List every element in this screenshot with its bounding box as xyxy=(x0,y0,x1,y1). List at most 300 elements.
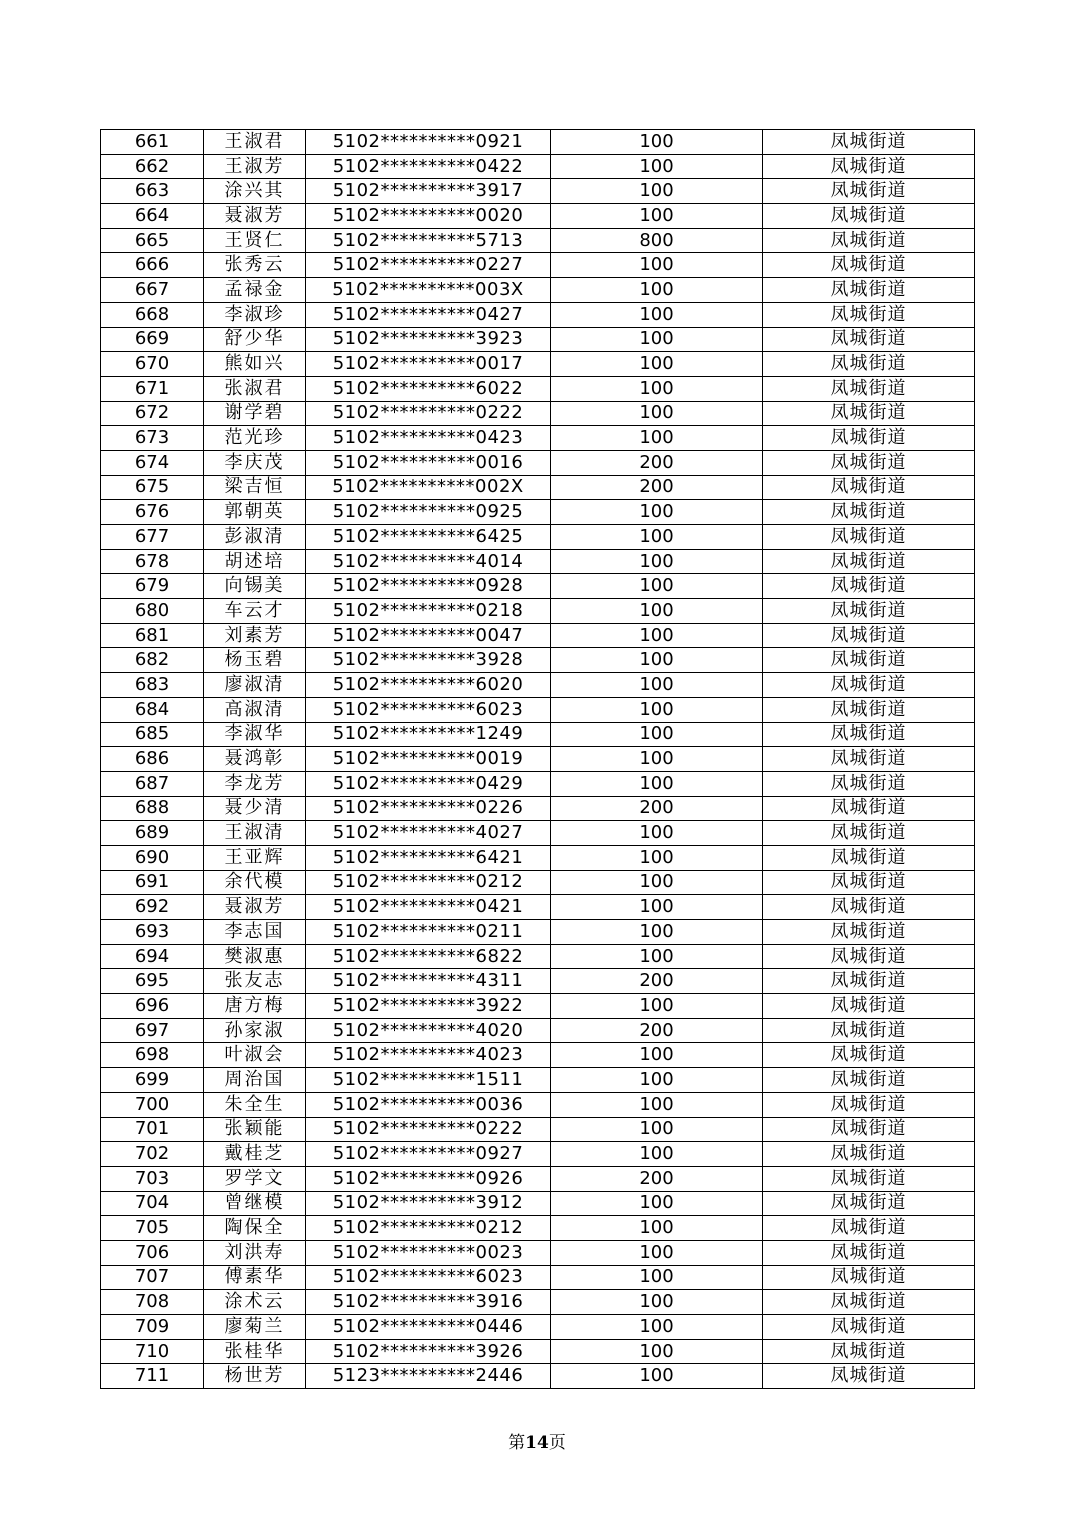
table-row xyxy=(101,154,975,179)
name-cell: 叶淑会 xyxy=(204,1043,306,1068)
name-cell: 张秀云 xyxy=(204,253,306,278)
amount-cell: 200 xyxy=(551,1166,763,1191)
row-number-cell: 664 xyxy=(101,204,204,229)
amount-cell: 100 xyxy=(551,302,763,327)
amount-cell: 100 xyxy=(551,1191,763,1216)
row-number-cell: 680 xyxy=(101,599,204,624)
street-cell: 凤城街道 xyxy=(763,920,975,945)
row-number-cell: 698 xyxy=(101,1043,204,1068)
street-cell: 凤城街道 xyxy=(763,1043,975,1068)
street-cell: 凤城街道 xyxy=(763,994,975,1019)
row-number-cell: 663 xyxy=(101,179,204,204)
street-cell: 凤城街道 xyxy=(763,130,975,155)
row-number-cell: 709 xyxy=(101,1315,204,1340)
street-cell: 凤城街道 xyxy=(763,1290,975,1315)
amount-cell: 100 xyxy=(551,278,763,303)
amount-cell: 100 xyxy=(551,154,763,179)
row-number-cell: 711 xyxy=(101,1364,204,1389)
id-number-cell: 5102**********0222 xyxy=(306,1117,551,1142)
table-row xyxy=(101,401,975,426)
street-cell: 凤城街道 xyxy=(763,648,975,673)
id-number-cell: 5102**********4014 xyxy=(306,549,551,574)
name-cell: 向锡美 xyxy=(204,574,306,599)
row-number-cell: 672 xyxy=(101,401,204,426)
id-number-cell: 5102**********3912 xyxy=(306,1191,551,1216)
amount-cell: 200 xyxy=(551,969,763,994)
name-cell: 张颖能 xyxy=(204,1117,306,1142)
table-row xyxy=(101,352,975,377)
name-cell: 车云才 xyxy=(204,599,306,624)
street-cell: 凤城街道 xyxy=(763,179,975,204)
street-cell: 凤城街道 xyxy=(763,327,975,352)
row-number-cell: 668 xyxy=(101,302,204,327)
row-number-cell: 710 xyxy=(101,1339,204,1364)
street-cell: 凤城街道 xyxy=(763,722,975,747)
street-cell: 凤城街道 xyxy=(763,1364,975,1389)
street-cell: 凤城街道 xyxy=(763,747,975,772)
street-cell: 凤城街道 xyxy=(763,376,975,401)
amount-cell: 100 xyxy=(551,944,763,969)
table-row xyxy=(101,228,975,253)
amount-cell: 100 xyxy=(551,1043,763,1068)
name-cell: 傅素华 xyxy=(204,1265,306,1290)
name-cell: 高淑清 xyxy=(204,697,306,722)
page-footer-prefix: 第 xyxy=(508,1433,526,1453)
street-cell: 凤城街道 xyxy=(763,228,975,253)
table-row xyxy=(101,1166,975,1191)
id-number-cell: 5102**********0226 xyxy=(306,796,551,821)
row-number-cell: 697 xyxy=(101,1018,204,1043)
amount-cell: 100 xyxy=(551,994,763,1019)
street-cell: 凤城街道 xyxy=(763,450,975,475)
id-number-cell: 5102**********0023 xyxy=(306,1240,551,1265)
amount-cell: 100 xyxy=(551,920,763,945)
name-cell: 廖淑清 xyxy=(204,673,306,698)
name-cell: 梁吉恒 xyxy=(204,475,306,500)
street-cell: 凤城街道 xyxy=(763,895,975,920)
table-row xyxy=(101,1364,975,1389)
roster-table xyxy=(100,129,975,1389)
id-number-cell: 5102**********1249 xyxy=(306,722,551,747)
id-number-cell: 5102**********3917 xyxy=(306,179,551,204)
table-row xyxy=(101,450,975,475)
id-number-cell: 5102**********1511 xyxy=(306,1068,551,1093)
table-row xyxy=(101,376,975,401)
street-cell: 凤城街道 xyxy=(763,771,975,796)
table-row xyxy=(101,475,975,500)
id-number-cell: 5102**********002X xyxy=(306,475,551,500)
street-cell: 凤城街道 xyxy=(763,673,975,698)
name-cell: 聂淑芳 xyxy=(204,204,306,229)
id-number-cell: 5102**********3928 xyxy=(306,648,551,673)
table-row xyxy=(101,599,975,624)
row-number-cell: 707 xyxy=(101,1265,204,1290)
name-cell: 胡述培 xyxy=(204,549,306,574)
street-cell: 凤城街道 xyxy=(763,549,975,574)
id-number-cell: 5102**********0016 xyxy=(306,450,551,475)
row-number-cell: 687 xyxy=(101,771,204,796)
table-row xyxy=(101,1315,975,1340)
amount-cell: 100 xyxy=(551,1092,763,1117)
id-number-cell: 5102**********3916 xyxy=(306,1290,551,1315)
amount-cell: 100 xyxy=(551,376,763,401)
street-cell: 凤城街道 xyxy=(763,1068,975,1093)
name-cell: 李庆茂 xyxy=(204,450,306,475)
row-number-cell: 705 xyxy=(101,1216,204,1241)
table-row xyxy=(101,994,975,1019)
name-cell: 聂鸿彰 xyxy=(204,747,306,772)
table-row xyxy=(101,1290,975,1315)
name-cell: 刘洪寿 xyxy=(204,1240,306,1265)
row-number-cell: 682 xyxy=(101,648,204,673)
street-cell: 凤城街道 xyxy=(763,401,975,426)
id-number-cell: 5102**********0222 xyxy=(306,401,551,426)
row-number-cell: 673 xyxy=(101,426,204,451)
street-cell: 凤城街道 xyxy=(763,278,975,303)
row-number-cell: 700 xyxy=(101,1092,204,1117)
row-number-cell: 683 xyxy=(101,673,204,698)
id-number-cell: 5102**********4023 xyxy=(306,1043,551,1068)
id-number-cell: 5102**********0925 xyxy=(306,500,551,525)
id-number-cell: 5102**********6822 xyxy=(306,944,551,969)
amount-cell: 100 xyxy=(551,253,763,278)
amount-cell: 100 xyxy=(551,722,763,747)
name-cell: 聂少清 xyxy=(204,796,306,821)
table-row xyxy=(101,697,975,722)
id-number-cell: 5123**********2446 xyxy=(306,1364,551,1389)
row-number-cell: 685 xyxy=(101,722,204,747)
amount-cell: 100 xyxy=(551,401,763,426)
table-row xyxy=(101,648,975,673)
row-number-cell: 693 xyxy=(101,920,204,945)
table-row xyxy=(101,278,975,303)
name-cell: 余代模 xyxy=(204,870,306,895)
table-row xyxy=(101,549,975,574)
street-cell: 凤城街道 xyxy=(763,426,975,451)
id-number-cell: 5102**********0421 xyxy=(306,895,551,920)
page-number: 14 xyxy=(525,1433,549,1453)
name-cell: 孙家淑 xyxy=(204,1018,306,1043)
table-row xyxy=(101,747,975,772)
table-row xyxy=(101,1142,975,1167)
name-cell: 孟禄金 xyxy=(204,278,306,303)
street-cell: 凤城街道 xyxy=(763,352,975,377)
row-number-cell: 666 xyxy=(101,253,204,278)
amount-cell: 100 xyxy=(551,352,763,377)
name-cell: 范光珍 xyxy=(204,426,306,451)
street-cell: 凤城街道 xyxy=(763,1216,975,1241)
amount-cell: 100 xyxy=(551,697,763,722)
street-cell: 凤城街道 xyxy=(763,1240,975,1265)
row-number-cell: 688 xyxy=(101,796,204,821)
street-cell: 凤城街道 xyxy=(763,204,975,229)
id-number-cell: 5102**********0212 xyxy=(306,1216,551,1241)
name-cell: 谢学碧 xyxy=(204,401,306,426)
name-cell: 王淑君 xyxy=(204,130,306,155)
table-row xyxy=(101,845,975,870)
id-number-cell: 5102**********6023 xyxy=(306,1265,551,1290)
row-number-cell: 696 xyxy=(101,994,204,1019)
id-number-cell: 5102**********4311 xyxy=(306,969,551,994)
row-number-cell: 708 xyxy=(101,1290,204,1315)
name-cell: 樊淑惠 xyxy=(204,944,306,969)
street-cell: 凤城街道 xyxy=(763,302,975,327)
table-row xyxy=(101,623,975,648)
amount-cell: 200 xyxy=(551,1018,763,1043)
table-row xyxy=(101,130,975,155)
id-number-cell: 5102**********0429 xyxy=(306,771,551,796)
page-footer xyxy=(0,1428,1074,1453)
amount-cell: 100 xyxy=(551,574,763,599)
amount-cell: 100 xyxy=(551,821,763,846)
street-cell: 凤城街道 xyxy=(763,623,975,648)
id-number-cell: 5102**********0926 xyxy=(306,1166,551,1191)
street-cell: 凤城街道 xyxy=(763,944,975,969)
name-cell: 彭淑清 xyxy=(204,525,306,550)
street-cell: 凤城街道 xyxy=(763,1191,975,1216)
name-cell: 张桂华 xyxy=(204,1339,306,1364)
table-row xyxy=(101,253,975,278)
name-cell: 曾继模 xyxy=(204,1191,306,1216)
name-cell: 聂淑芳 xyxy=(204,895,306,920)
row-number-cell: 676 xyxy=(101,500,204,525)
id-number-cell: 5102**********0928 xyxy=(306,574,551,599)
street-cell: 凤城街道 xyxy=(763,1315,975,1340)
name-cell: 张友志 xyxy=(204,969,306,994)
id-number-cell: 5102**********3926 xyxy=(306,1339,551,1364)
name-cell: 李志国 xyxy=(204,920,306,945)
street-cell: 凤城街道 xyxy=(763,697,975,722)
table-row xyxy=(101,1018,975,1043)
table-row xyxy=(101,1117,975,1142)
amount-cell: 100 xyxy=(551,1315,763,1340)
table-row xyxy=(101,673,975,698)
name-cell: 王贤仁 xyxy=(204,228,306,253)
row-number-cell: 704 xyxy=(101,1191,204,1216)
id-number-cell: 5102**********0212 xyxy=(306,870,551,895)
amount-cell: 100 xyxy=(551,500,763,525)
name-cell: 郭朝英 xyxy=(204,500,306,525)
id-number-cell: 5102**********0446 xyxy=(306,1315,551,1340)
id-number-cell: 5102**********6425 xyxy=(306,525,551,550)
table-row xyxy=(101,1092,975,1117)
amount-cell: 100 xyxy=(551,1068,763,1093)
row-number-cell: 678 xyxy=(101,549,204,574)
id-number-cell: 5102**********0020 xyxy=(306,204,551,229)
amount-cell: 100 xyxy=(551,1290,763,1315)
table-row xyxy=(101,1043,975,1068)
id-number-cell: 5102**********0921 xyxy=(306,130,551,155)
name-cell: 朱全生 xyxy=(204,1092,306,1117)
id-number-cell: 5102**********0218 xyxy=(306,599,551,624)
amount-cell: 100 xyxy=(551,1240,763,1265)
row-number-cell: 684 xyxy=(101,697,204,722)
id-number-cell: 5102**********0211 xyxy=(306,920,551,945)
name-cell: 杨世芳 xyxy=(204,1364,306,1389)
amount-cell: 100 xyxy=(551,179,763,204)
table-row xyxy=(101,771,975,796)
amount-cell: 100 xyxy=(551,673,763,698)
street-cell: 凤城街道 xyxy=(763,1142,975,1167)
table-row xyxy=(101,895,975,920)
amount-cell: 100 xyxy=(551,1265,763,1290)
table-row xyxy=(101,969,975,994)
amount-cell: 100 xyxy=(551,747,763,772)
street-cell: 凤城街道 xyxy=(763,1339,975,1364)
row-number-cell: 675 xyxy=(101,475,204,500)
street-cell: 凤城街道 xyxy=(763,870,975,895)
row-number-cell: 674 xyxy=(101,450,204,475)
street-cell: 凤城街道 xyxy=(763,154,975,179)
amount-cell: 100 xyxy=(551,623,763,648)
street-cell: 凤城街道 xyxy=(763,1018,975,1043)
row-number-cell: 695 xyxy=(101,969,204,994)
name-cell: 廖菊兰 xyxy=(204,1315,306,1340)
amount-cell: 100 xyxy=(551,1339,763,1364)
id-number-cell: 5102**********6023 xyxy=(306,697,551,722)
table-row xyxy=(101,574,975,599)
row-number-cell: 691 xyxy=(101,870,204,895)
row-number-cell: 701 xyxy=(101,1117,204,1142)
street-cell: 凤城街道 xyxy=(763,1166,975,1191)
id-number-cell: 5102**********0036 xyxy=(306,1092,551,1117)
row-number-cell: 706 xyxy=(101,1240,204,1265)
table-row xyxy=(101,1240,975,1265)
amount-cell: 100 xyxy=(551,845,763,870)
id-number-cell: 5102**********003X xyxy=(306,278,551,303)
row-number-cell: 667 xyxy=(101,278,204,303)
roster-table-container xyxy=(100,129,974,1389)
table-row xyxy=(101,500,975,525)
amount-cell: 100 xyxy=(551,525,763,550)
table-row xyxy=(101,870,975,895)
amount-cell: 100 xyxy=(551,599,763,624)
street-cell: 凤城街道 xyxy=(763,1117,975,1142)
amount-cell: 100 xyxy=(551,426,763,451)
name-cell: 张淑君 xyxy=(204,376,306,401)
table-row xyxy=(101,796,975,821)
row-number-cell: 692 xyxy=(101,895,204,920)
street-cell: 凤城街道 xyxy=(763,845,975,870)
id-number-cell: 5102**********3923 xyxy=(306,327,551,352)
street-cell: 凤城街道 xyxy=(763,796,975,821)
id-number-cell: 5102**********3922 xyxy=(306,994,551,1019)
table-row xyxy=(101,327,975,352)
name-cell: 周治国 xyxy=(204,1068,306,1093)
row-number-cell: 677 xyxy=(101,525,204,550)
table-row xyxy=(101,525,975,550)
table-row xyxy=(101,722,975,747)
name-cell: 王亚辉 xyxy=(204,845,306,870)
name-cell: 王淑清 xyxy=(204,821,306,846)
street-cell: 凤城街道 xyxy=(763,525,975,550)
amount-cell: 100 xyxy=(551,870,763,895)
id-number-cell: 5102**********6020 xyxy=(306,673,551,698)
table-row xyxy=(101,179,975,204)
row-number-cell: 670 xyxy=(101,352,204,377)
row-number-cell: 690 xyxy=(101,845,204,870)
amount-cell: 100 xyxy=(551,130,763,155)
row-number-cell: 679 xyxy=(101,574,204,599)
id-number-cell: 5102**********6421 xyxy=(306,845,551,870)
street-cell: 凤城街道 xyxy=(763,969,975,994)
name-cell: 刘素芳 xyxy=(204,623,306,648)
amount-cell: 100 xyxy=(551,1117,763,1142)
street-cell: 凤城街道 xyxy=(763,599,975,624)
row-number-cell: 671 xyxy=(101,376,204,401)
amount-cell: 200 xyxy=(551,796,763,821)
name-cell: 李龙芳 xyxy=(204,771,306,796)
row-number-cell: 661 xyxy=(101,130,204,155)
page-footer-suffix: 页 xyxy=(548,1433,566,1453)
id-number-cell: 5102**********0047 xyxy=(306,623,551,648)
table-row xyxy=(101,204,975,229)
id-number-cell: 5102**********0927 xyxy=(306,1142,551,1167)
name-cell: 陶保全 xyxy=(204,1216,306,1241)
id-number-cell: 5102**********0019 xyxy=(306,747,551,772)
name-cell: 舒少华 xyxy=(204,327,306,352)
row-number-cell: 686 xyxy=(101,747,204,772)
amount-cell: 100 xyxy=(551,327,763,352)
amount-cell: 100 xyxy=(551,771,763,796)
row-number-cell: 699 xyxy=(101,1068,204,1093)
row-number-cell: 694 xyxy=(101,944,204,969)
id-number-cell: 5102**********0017 xyxy=(306,352,551,377)
street-cell: 凤城街道 xyxy=(763,1092,975,1117)
id-number-cell: 5102**********5713 xyxy=(306,228,551,253)
street-cell: 凤城街道 xyxy=(763,500,975,525)
amount-cell: 200 xyxy=(551,450,763,475)
amount-cell: 100 xyxy=(551,204,763,229)
amount-cell: 100 xyxy=(551,549,763,574)
name-cell: 戴桂芝 xyxy=(204,1142,306,1167)
name-cell: 王淑芳 xyxy=(204,154,306,179)
street-cell: 凤城街道 xyxy=(763,253,975,278)
row-number-cell: 665 xyxy=(101,228,204,253)
amount-cell: 100 xyxy=(551,1142,763,1167)
table-row xyxy=(101,1068,975,1093)
name-cell: 唐方梅 xyxy=(204,994,306,1019)
roster-table-body xyxy=(101,130,975,1389)
table-row xyxy=(101,1191,975,1216)
amount-cell: 200 xyxy=(551,475,763,500)
amount-cell: 100 xyxy=(551,648,763,673)
row-number-cell: 669 xyxy=(101,327,204,352)
table-row xyxy=(101,821,975,846)
row-number-cell: 689 xyxy=(101,821,204,846)
row-number-cell: 702 xyxy=(101,1142,204,1167)
amount-cell: 800 xyxy=(551,228,763,253)
table-row xyxy=(101,1216,975,1241)
name-cell: 熊如兴 xyxy=(204,352,306,377)
table-row xyxy=(101,944,975,969)
table-row xyxy=(101,1339,975,1364)
id-number-cell: 5102**********4027 xyxy=(306,821,551,846)
name-cell: 李淑珍 xyxy=(204,302,306,327)
name-cell: 李淑华 xyxy=(204,722,306,747)
id-number-cell: 5102**********0227 xyxy=(306,253,551,278)
street-cell: 凤城街道 xyxy=(763,475,975,500)
table-row xyxy=(101,920,975,945)
table-row xyxy=(101,426,975,451)
street-cell: 凤城街道 xyxy=(763,821,975,846)
id-number-cell: 5102**********0422 xyxy=(306,154,551,179)
table-row xyxy=(101,302,975,327)
street-cell: 凤城街道 xyxy=(763,574,975,599)
row-number-cell: 662 xyxy=(101,154,204,179)
name-cell: 涂术云 xyxy=(204,1290,306,1315)
row-number-cell: 681 xyxy=(101,623,204,648)
